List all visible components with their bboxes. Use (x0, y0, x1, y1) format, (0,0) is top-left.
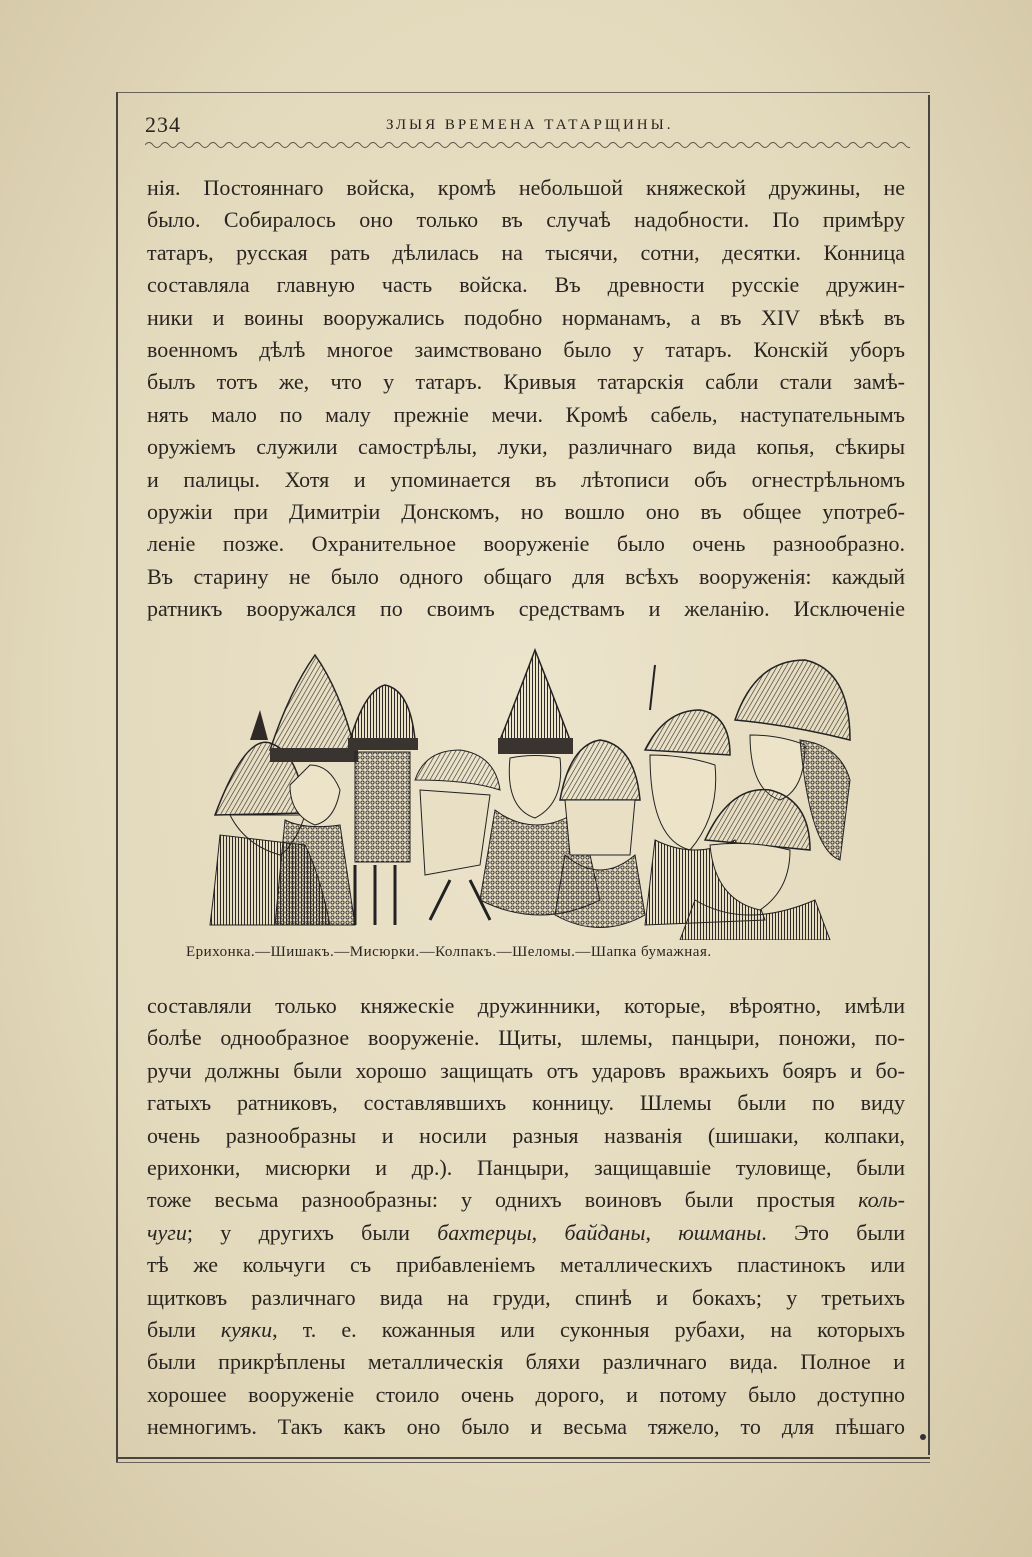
text-run: , т. е. кожанныя или суконныя рубахи, на которыхъ (272, 1317, 905, 1343)
text-run: ; у другихъ были (186, 1219, 438, 1245)
text-line: были прикрѣплены металлическія бляхи различнаго вида. Полное и (147, 1349, 905, 1375)
figure-caption: Ерихонка.—Шишакъ.—Мисюрки.—Колпакъ.—Шеломы.—Шапка бумажная. (186, 944, 712, 960)
ink-speck (920, 1434, 926, 1440)
italic-term: чуги (147, 1219, 187, 1245)
text-run: были (147, 1317, 221, 1343)
text-line: и палицы. Хотя и упоминается въ лѣтописи объ огнестрѣльномъ (147, 466, 905, 492)
text-line: составляла главную часть войска. Въ древности русскіе дружин- (147, 272, 905, 298)
italic-term: юшманы (678, 1219, 762, 1245)
helmet-figure-6 (555, 740, 645, 928)
text-line: Въ старину не было одного общаго для всѣхъ вооруженія: каждый (147, 563, 905, 589)
italic-term: куяки (220, 1317, 273, 1343)
italic-term: коль- (858, 1187, 905, 1213)
helmet-figure-3 (348, 685, 418, 925)
text-line: было. Собиралось оно только въ случаѣ надобности. По примѣру (147, 207, 905, 233)
text-line: щитковъ различнаго вида на груди, спинѣ и бокахъ; у третьихъ (147, 1284, 905, 1310)
running-title: ЗЛЫЯ ВРЕМЕНА ТАТАРЩИНЫ. (386, 117, 674, 133)
text-line: немногимъ. Такъ какъ оно было и весьма тяжело, то для пѣшаго (147, 1414, 905, 1440)
helmets-engraving (150, 640, 910, 940)
italic-term: байданы (564, 1219, 646, 1245)
frame-top-rule (116, 92, 930, 93)
text-line (147, 1184, 905, 1216)
text-line: ники и воины вооружались подобно норманамъ, а въ XIV вѣкѣ въ (147, 304, 905, 330)
wavy-header-rule (145, 138, 910, 152)
frame-bottom-rule (116, 1457, 930, 1459)
frame-bottom-rule-thin (116, 1462, 930, 1463)
text-line: нять мало по малу прежніе мечи. Кромѣ сабель, наступательнымъ (147, 401, 905, 427)
text-run: тоже весьма разнообразны: у однихъ воиновъ были простыя (147, 1187, 859, 1213)
text-line (147, 1314, 905, 1346)
text-line: ручи должны были хорошо защищать отъ ударовъ вражьихъ бояръ и бо- (147, 1057, 905, 1083)
body-text-bottom (147, 990, 905, 1444)
text-line: оружіи при Димитріи Донскомъ, но вошло оно въ общее употреб- (147, 499, 905, 525)
body-text-top (147, 172, 905, 626)
page-number: 234 (145, 112, 181, 137)
text-line: составляли только княжескіе дружинники, которые, вѣроятно, имѣли (147, 993, 905, 1018)
text-line: гатыхъ ратниковъ, составлявшихъ конницу. Шлемы были по виду (147, 1090, 905, 1116)
italic-term: бахтерцы (437, 1219, 532, 1245)
text-line: оружіемъ служили самострѣлы, луки, различнаго вида копья, сѣкиры (147, 434, 905, 460)
text-line: очень разнообразны и носили разныя названія (шишаки, колпаки, (147, 1122, 905, 1148)
text-line: ерихонки, мисюрки и др.). Панцыри, защищавшіе туловище, были (147, 1155, 905, 1181)
text-run: , (531, 1219, 565, 1245)
text-line: леніе позже. Охранительное вооруженіе было очень разнообразно. (147, 531, 905, 557)
text-run: . Это были (761, 1219, 905, 1245)
text-line: хорошее вооруженіе стоило очень дорого, и потому было доступно (147, 1381, 905, 1407)
text-line: татаръ, русская рать дѣлилась на тысячи, сотни, десятки. Конница (147, 239, 905, 265)
text-run: , (645, 1219, 679, 1245)
text-line: былъ тотъ же, что у татаръ. Кривыя татарскія сабли стали замѣ- (147, 369, 905, 395)
frame-right-rule (928, 95, 930, 1455)
text-line: военномъ дѣлѣ многое заимствовано было у татаръ. Конскій уборъ (147, 337, 905, 363)
text-line (147, 1217, 905, 1249)
text-line: тѣ же кольчуги съ прибавленіемъ металлическихъ пластинокъ или (147, 1252, 905, 1278)
text-line: болѣе однообразное вооруженіе. Щиты, шлемы, панцыри, поножи, по- (147, 1025, 905, 1051)
frame-left-rule (116, 92, 118, 1462)
text-line: ратникъ вооружался по своимъ средствамъ и желанію. Исключеніе (147, 596, 905, 622)
text-line: нія. Постояннаго войска, кромѣ небольшой княжеской дружины, не (147, 175, 905, 200)
